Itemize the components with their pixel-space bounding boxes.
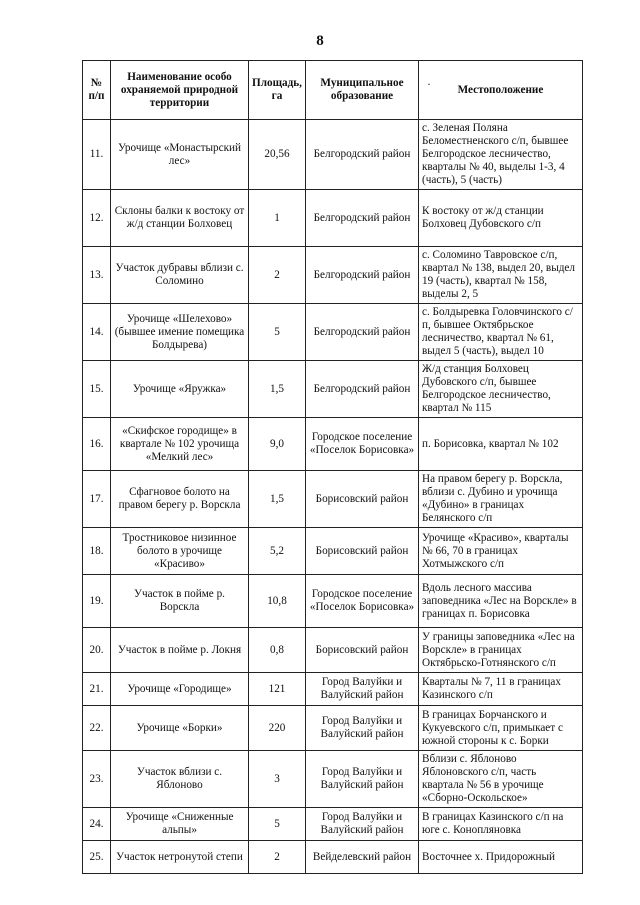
cell-name: «Скифское городище» в квартале № 102 урочища «Мелкий лес»	[111, 418, 249, 471]
table-row	[83, 190, 583, 247]
cell-municipality: Вейделевский район	[306, 841, 419, 874]
cell-location: с. Болдыревка Головчинского с/п, бывшее Октябрьское лесничество, квартал № 61, выдел 5 (часть), выдел 10	[419, 304, 583, 361]
cell-number: 25.	[83, 841, 111, 874]
cell-name: Урочище «Шелехово» (бывшее имение помещика Болдырева)	[111, 304, 249, 361]
cell-area: 5,2	[249, 528, 306, 575]
cell-number: 19.	[83, 575, 111, 628]
cell-name: Сфагновое болото на правом берегу р. Ворскла	[111, 471, 249, 528]
cell-number: 23.	[83, 751, 111, 808]
cell-name: Склоны балки к востоку от ж/д станции Болховец	[111, 190, 249, 247]
cell-location: Кварталы № 7, 11 в границах Казинского с/п	[419, 673, 583, 706]
table-row	[83, 628, 583, 673]
table-body	[83, 120, 583, 874]
cell-municipality: Город Валуйки и Валуйский район	[306, 808, 419, 841]
cell-area: 0,8	[249, 628, 306, 673]
table-row	[83, 706, 583, 751]
cell-location: В границах Казинского с/п на юге с. Конопляновка	[419, 808, 583, 841]
table-row	[83, 575, 583, 628]
page-number: 8	[316, 33, 324, 49]
table-row	[83, 120, 583, 190]
cell-municipality: Город Валуйки и Валуйский район	[306, 751, 419, 808]
cell-area: 20,56	[249, 120, 306, 190]
table-row	[83, 304, 583, 361]
cell-location: Вблизи с. Яблоново Яблоновского с/п, часть квартала № 56 в урочище «Сборно-Оскольское»	[419, 751, 583, 808]
cell-name: Участок в пойме р. Локня	[111, 628, 249, 673]
cell-name: Участок дубравы вблизи с. Соломино	[111, 247, 249, 304]
table-row	[83, 808, 583, 841]
header-municipality: Муниципальное образование	[306, 61, 419, 120]
cell-area: 5	[249, 304, 306, 361]
cell-name: Участок вблизи с. Яблоново	[111, 751, 249, 808]
table-row	[83, 673, 583, 706]
cell-location: У границы заповедника «Лес на Ворскле» в границах Октябрьско-Готнянского с/п	[419, 628, 583, 673]
cell-number: 15.	[83, 361, 111, 418]
header-area: Площадь, га	[249, 61, 306, 120]
cell-location: п. Борисовка, квартал № 102	[419, 418, 583, 471]
cell-area: 2	[249, 247, 306, 304]
cell-number: 18.	[83, 528, 111, 575]
cell-area: 1,5	[249, 361, 306, 418]
cell-municipality: Городское поселение «Поселок Борисовка»	[306, 575, 419, 628]
cell-name: Участок нетронутой степи	[111, 841, 249, 874]
cell-number: 11.	[83, 120, 111, 190]
table-header-row	[83, 61, 583, 120]
cell-name: Урочище «Городище»	[111, 673, 249, 706]
cell-number: 14.	[83, 304, 111, 361]
cell-municipality: Белгородский район	[306, 304, 419, 361]
cell-location: Урочище «Красиво», кварталы № 66, 70 в границах Хотмыжского с/п	[419, 528, 583, 575]
table-row	[83, 841, 583, 874]
cell-location: Ж/д станция Болховец Дубовского с/п, бывшее Белгородское лесничество, квартал № 115	[419, 361, 583, 418]
table-row	[83, 247, 583, 304]
cell-name: Тростниковое низинное болото в урочище «Красиво»	[111, 528, 249, 575]
cell-name: Урочище «Борки»	[111, 706, 249, 751]
cell-name: Урочище «Монастырский лес»	[111, 120, 249, 190]
stray-mark: ·	[427, 77, 431, 91]
cell-number: 21.	[83, 673, 111, 706]
cell-municipality: Белгородский район	[306, 247, 419, 304]
cell-municipality: Город Валуйки и Валуйский район	[306, 706, 419, 751]
cell-municipality: Город Валуйки и Валуйский район	[306, 673, 419, 706]
table-row	[83, 418, 583, 471]
cell-area: 1	[249, 190, 306, 247]
cell-location: с. Зеленая Поляна Беломестненского с/п, бывшее Белгородское лесничество, кварталы № 40, выделы 1-3, 4 (часть), 5 (часть)	[419, 120, 583, 190]
cell-number: 12.	[83, 190, 111, 247]
cell-location: На правом берегу р. Ворскла, вблизи с. Дубино и урочища «Дубино» в границах Белянского с/п	[419, 471, 583, 528]
cell-area: 1,5	[249, 471, 306, 528]
cell-municipality: Борисовский район	[306, 528, 419, 575]
cell-area: 9,0	[249, 418, 306, 471]
protected-areas-table	[82, 60, 583, 874]
cell-municipality: Борисовский район	[306, 628, 419, 673]
cell-municipality: Белгородский район	[306, 120, 419, 190]
cell-number: 13.	[83, 247, 111, 304]
cell-name: Участок в пойме р. Ворскла	[111, 575, 249, 628]
cell-location: К востоку от ж/д станции Болховец Дубовского с/п	[419, 190, 583, 247]
cell-number: 24.	[83, 808, 111, 841]
cell-municipality: Белгородский район	[306, 361, 419, 418]
cell-name: Урочище «Яружка»	[111, 361, 249, 418]
cell-area: 220	[249, 706, 306, 751]
cell-location: В границах Борчанского и Кукуевского с/п, примыкает с южной стороны к с. Борки	[419, 706, 583, 751]
table-row	[83, 751, 583, 808]
cell-area: 2	[249, 841, 306, 874]
table-row	[83, 361, 583, 418]
cell-location: Восточнее х. Придорожный	[419, 841, 583, 874]
cell-number: 20.	[83, 628, 111, 673]
cell-municipality: Борисовский район	[306, 471, 419, 528]
table-row	[83, 471, 583, 528]
cell-number: 16.	[83, 418, 111, 471]
cell-number: 22.	[83, 706, 111, 751]
cell-name: Урочище «Сниженные альпы»	[111, 808, 249, 841]
cell-area: 3	[249, 751, 306, 808]
cell-area: 121	[249, 673, 306, 706]
table-row	[83, 528, 583, 575]
cell-number: 17.	[83, 471, 111, 528]
header-name: Наименование особо охраняемой природной территории	[111, 61, 249, 120]
cell-location: с. Соломино Тавровское с/п, квартал № 138, выдел 20, выдел 19 (часть), квартал № 158, выделы 2, 5	[419, 247, 583, 304]
cell-area: 5	[249, 808, 306, 841]
header-number: № п/п	[83, 61, 111, 120]
cell-municipality: Белгородский район	[306, 190, 419, 247]
cell-location: Вдоль лесного массива заповедника «Лес на Ворскле» в границах п. Борисовка	[419, 575, 583, 628]
cell-area: 10,8	[249, 575, 306, 628]
cell-municipality: Городское поселение «Поселок Борисовка»	[306, 418, 419, 471]
header-location: Местоположение	[419, 61, 583, 120]
